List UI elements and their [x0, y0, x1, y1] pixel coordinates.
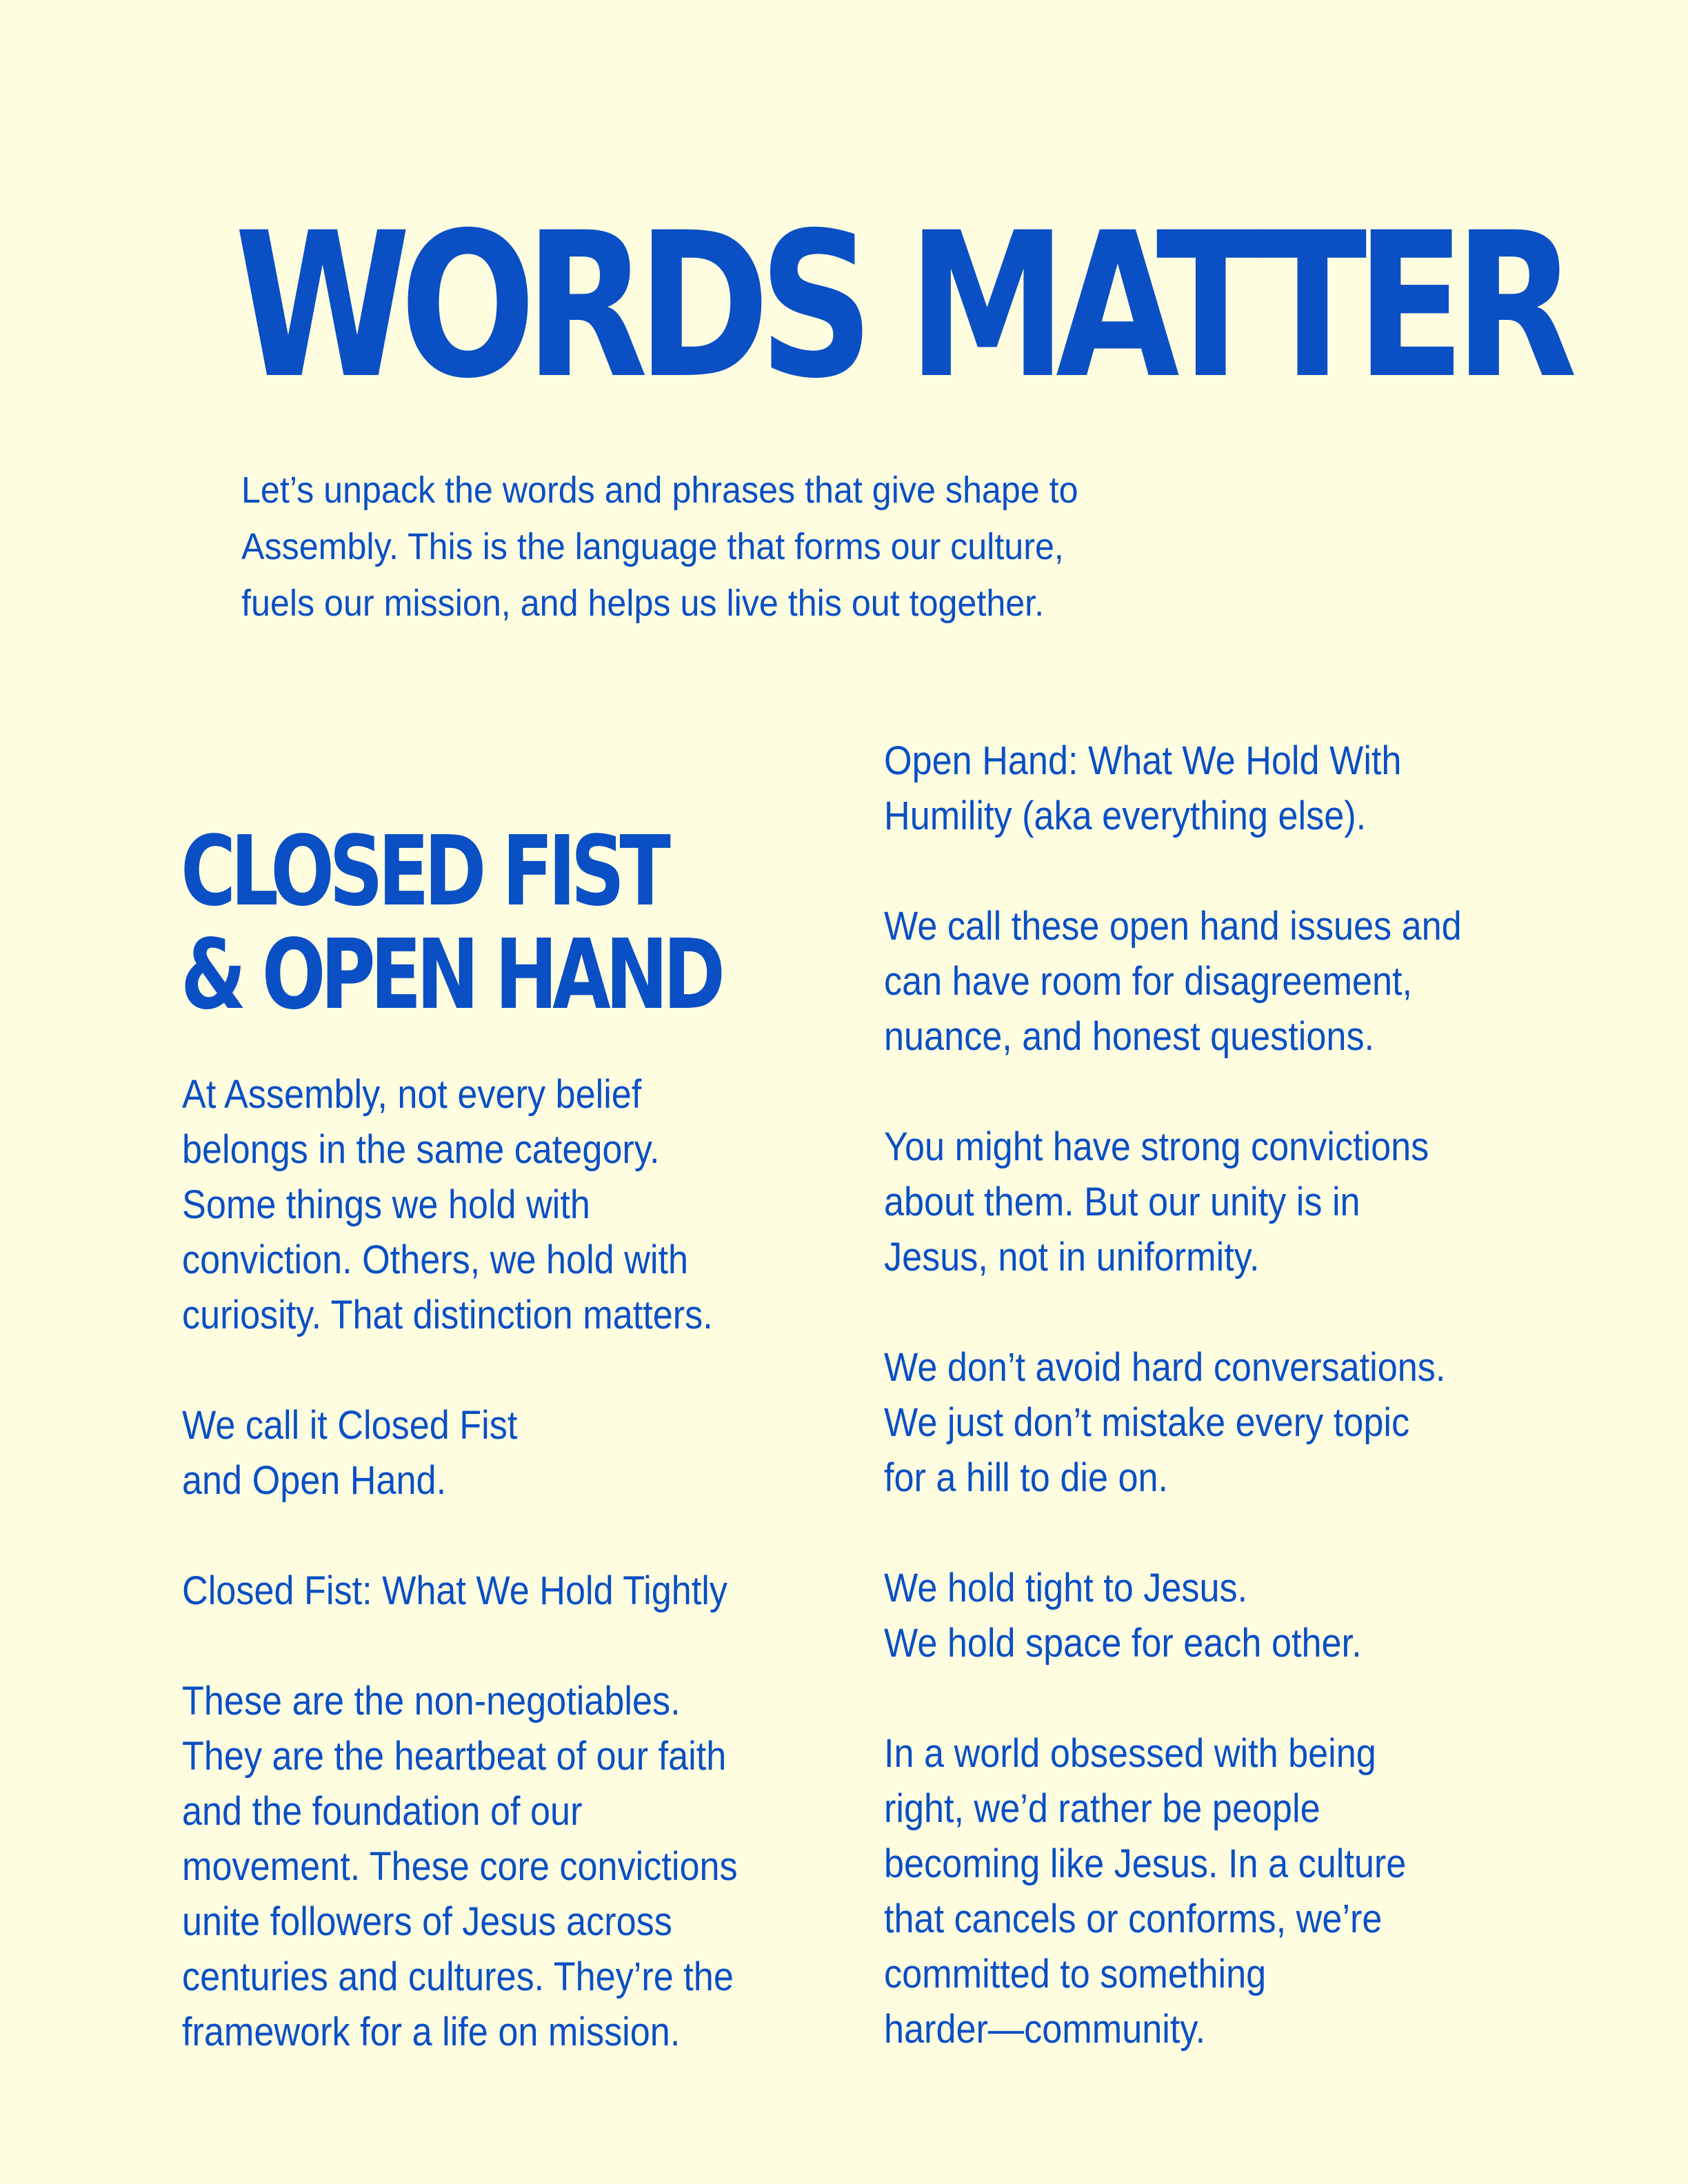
text-line: and the foundation of our — [182, 1789, 583, 1834]
section-heading — [181, 816, 721, 1031]
text-line: We just don’t mistake every topic — [884, 1400, 1410, 1445]
text-line: In a world obsessed with being — [884, 1731, 1376, 1776]
paragraph-community — [884, 1726, 1542, 2057]
text-line: movement. These core convictions — [182, 1844, 738, 1889]
paragraph-naming — [182, 1398, 803, 1508]
text-line: becoming like Jesus. In a culture — [884, 1841, 1407, 1886]
left-column — [182, 1067, 803, 2115]
page-title: WORDS MATTER — [234, 190, 1567, 423]
text-line: We call it Closed Fist — [182, 1403, 518, 1448]
text-line: nuance, and honest questions. — [884, 1014, 1375, 1059]
paragraph-belief-categories — [182, 1067, 803, 1343]
text-line: At Assembly, not every belief — [182, 1072, 642, 1117]
text-line: centuries and cultures. They’re the — [182, 1954, 734, 1999]
text-line: They are the heartbeat of our faith — [182, 1734, 727, 1779]
text-line: These are the non-negotiables. — [182, 1679, 681, 1723]
text-line: for a hill to die on. — [884, 1455, 1169, 1500]
intro-line: Assembly. This is the language that forms our culture, — [241, 526, 1064, 567]
text-line: Some things we hold with — [182, 1182, 590, 1227]
text-line: curiosity. That distinction matters. — [182, 1293, 713, 1337]
text-line: about them. But our unity is in — [884, 1180, 1360, 1224]
section-heading-line: CLOSED FIST — [181, 816, 666, 928]
text-line: Jesus, not in uniformity. — [884, 1235, 1260, 1280]
intro-text — [241, 462, 1172, 631]
text-line: conviction. Others, we hold with — [182, 1237, 689, 1282]
section-heading-line: & OPEN HAND — [181, 919, 721, 1031]
right-column — [884, 734, 1542, 2112]
text-line: committed to something — [884, 1952, 1267, 1996]
text-line: Closed Fist: What We Hold Tightly — [182, 1568, 728, 1613]
text-line: Humility (aka everything else). — [884, 793, 1367, 838]
text-line: We hold tight to Jesus. — [884, 1566, 1248, 1610]
text-line: can have room for disagreement, — [884, 959, 1413, 1004]
paragraph-hold-tight — [884, 1561, 1542, 1671]
paragraph-hard-conversations — [884, 1340, 1542, 1506]
intro-line: Let’s unpack the words and phrases that give shape to — [241, 469, 1078, 511]
text-line: We call these open hand issues and — [884, 904, 1462, 949]
paragraph-closed-fist-label — [182, 1564, 803, 1619]
paragraph-open-hand-issues — [884, 899, 1542, 1064]
text-line: that cancels or conforms, we’re — [884, 1897, 1383, 1941]
paragraph-non-negotiables — [182, 1674, 803, 2060]
paragraph-unity — [884, 1120, 1542, 1285]
paragraph-open-hand-label — [884, 734, 1542, 844]
text-line: and Open Hand. — [182, 1458, 447, 1503]
text-line: framework for a life on mission. — [182, 2010, 681, 2054]
text-line: unite followers of Jesus across — [182, 1899, 672, 1944]
text-line: Open Hand: What We Hold With — [884, 738, 1402, 783]
text-line: right, we’d rather be people — [884, 1786, 1320, 1831]
text-line: You might have strong convictions — [884, 1124, 1429, 1169]
text-line: We don’t avoid hard conversations. — [884, 1345, 1446, 1390]
text-line: belongs in the same category. — [182, 1127, 660, 1172]
text-line: harder—community. — [884, 2007, 1206, 2052]
text-line: We hold space for each other. — [884, 1621, 1362, 1666]
intro-line: fuels our mission, and helps us live this out together. — [241, 583, 1045, 624]
